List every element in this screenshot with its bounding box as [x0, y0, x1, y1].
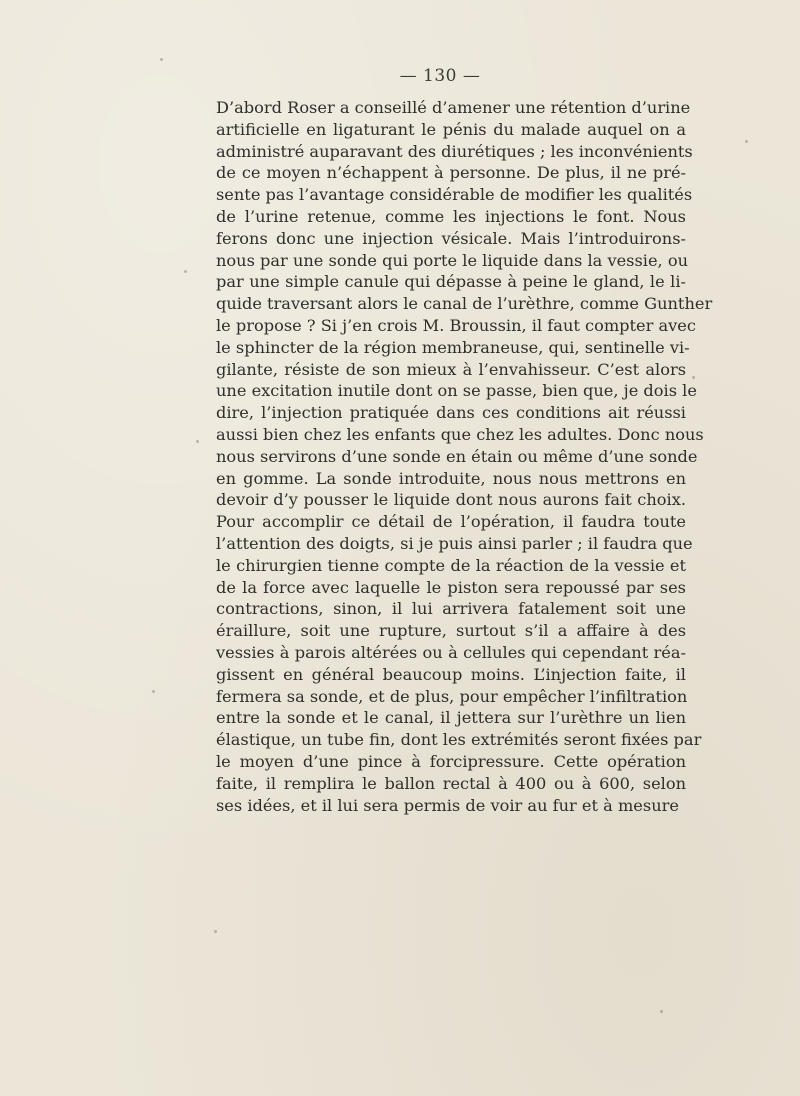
text-line: le sphincter de la région membraneuse, qui, sentinelle vi- [216, 337, 690, 357]
text-line: en gomme. La sonde introduite, nous nous mettrons en [216, 468, 686, 488]
paper-speck [692, 376, 695, 379]
paper-speck [660, 1010, 663, 1013]
text-line: l’attention des doigts, si je puis ainsi parler ; il faudra que [216, 533, 693, 553]
text-line: de ce moyen n’échappent à personne. De plus, il ne pré- [216, 163, 686, 183]
text-line: quide traversant alors le canal de l’urèthre, comme Gunther [216, 294, 713, 314]
text-line: nous par une sonde qui porte le liquide dans la vessie, ou [216, 250, 689, 270]
paper-speck [152, 690, 155, 693]
text-line: ses idées, et il lui sera permis de voir au fur et à mesure [216, 795, 679, 815]
text-line: devoir d’y pousser le liquide dont nous aurons fait choix. [216, 490, 686, 510]
text-line: fermera sa sonde, et de plus, pour empêcher l’infiltration [216, 686, 688, 706]
text-line: faite, il remplira le ballon rectal à 400 ou à 600, selon [216, 773, 686, 793]
text-line: le moyen d’une pince à forcipressure. Cette opération [216, 751, 686, 771]
text-line: nous servirons d’une sonde en étain ou même d’une sonde [216, 446, 698, 466]
text-line: le chirurgien tienne compte de la réaction de la vessie et [216, 555, 686, 575]
text-line: ferons donc une injection vésicale. Mais l’introduirons- [216, 228, 686, 248]
text-line: élastique, un tube fin, dont les extrémités seront fixées par [216, 730, 702, 750]
text-line: artificielle en ligaturant le pénis du malade auquel on a [216, 119, 686, 139]
paper-speck [214, 930, 217, 933]
paper-speck [184, 270, 187, 273]
text-line: administré auparavant des diurétiques ; les inconvénients [216, 141, 693, 161]
text-line: gilante, résiste de son mieux à l’envahisseur. C’est alors [216, 359, 686, 379]
text-line: dire, l’injection pratiquée dans ces conditions ait réussi [216, 403, 686, 423]
page-number: — 130 — [399, 66, 481, 86]
text-line: sente pas l’avantage considérable de modifier les qualités [216, 185, 693, 205]
paper-speck [196, 440, 199, 443]
text-line: entre la sonde et le canal, il jettera sur l’urèthre un lien [216, 708, 686, 728]
text-line: gissent en général beaucoup moins. L’injection faite, il [216, 664, 686, 684]
text-line: contractions, sinon, il lui arrivera fatalement soit une [216, 599, 686, 619]
text-line: éraillure, soit une rupture, surtout s’il a affaire à des [216, 621, 686, 641]
text-line: par une simple canule qui dépasse à peine le gland, le li- [216, 272, 686, 292]
body-text [216, 97, 713, 816]
text-line: D’abord Roser a conseillé d’amener une rétention d’urine [216, 98, 691, 117]
paper-speck [160, 58, 163, 61]
text-line: Pour accomplir ce détail de l’opération, il faudra toute [216, 512, 686, 532]
text-line: vessies à parois altérées ou à cellules qui cependant réa- [216, 642, 686, 662]
text-line: une excitation inutile dont on se passe, bien que, je dois le [216, 381, 697, 401]
paper-speck [745, 140, 748, 143]
text-line: de la force avec laquelle le piston sera repoussé par ses [216, 577, 686, 597]
text-line: aussi bien chez les enfants que chez les adultes. Donc nous [216, 424, 704, 444]
text-line: le propose ? Si j’en crois M. Broussin, il faut compter avec [216, 315, 696, 335]
text-line: de l’urine retenue, comme les injections le font. Nous [216, 206, 686, 226]
